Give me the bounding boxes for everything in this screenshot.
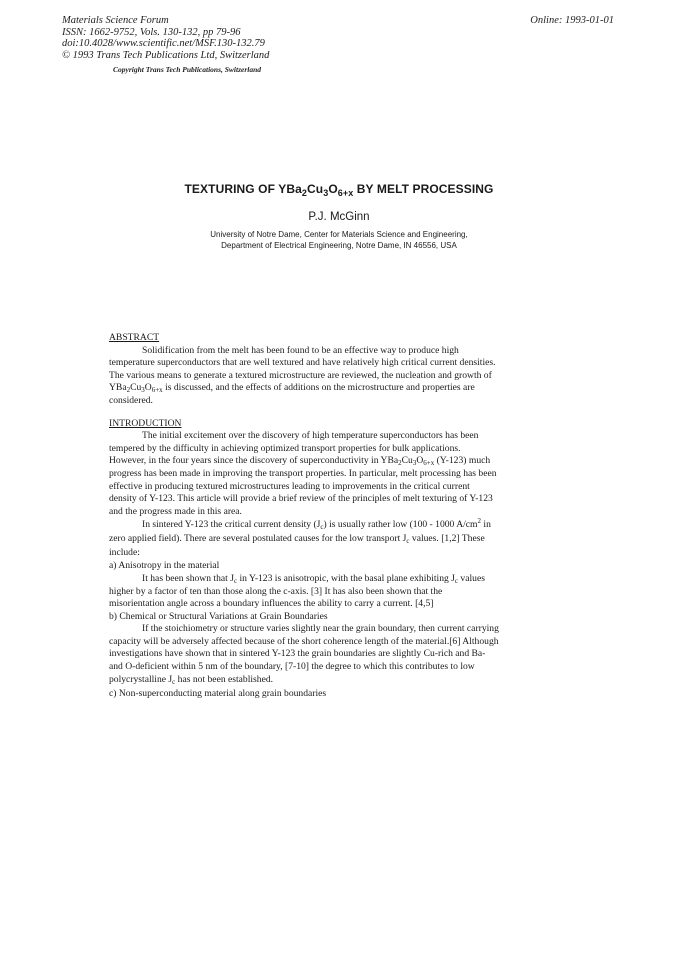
list-item-a: a) Anisotropy in the material (109, 560, 220, 572)
online-date: Online: 1993-01-01 (530, 15, 614, 26)
intro-paragraph-1: The initial excitement over the discovery of high temperature superconductors has been tempered by the difficulty in achieving optimized transport properties for bulk applications. However, in the four years since the discovery of superconductivity in $YBa_2Cu_3O_{6+x}$ (Y-123) much progress has been made in improving the transport properties. In particular, melt processing has been effective in producing textured microstructures leading to improvements in the critical current density of Y-123. This article will provide a brief review of the principles of melt texturing of Y-123 and the progress made in this area. (109, 430, 497, 517)
item-b-paragraph: If the stoichiometry or structure varies slightly near the grain boundary, then current carrying capacity will be adversely affected because of the short coherence length of the material.[6] Although investigations have shown that in sintered Y-123 the grain boundaries are slightly Cu-rich and Ba- and O-deficient within 5 nm of the boundary, [7-10] the degree to which this contributes to low polycrystalline $J_c$ has not been established. (109, 623, 499, 686)
author: P.J. McGinn (308, 211, 370, 223)
intro-paragraph-2: In sintered Y-123 the critical current density $(J_c)$ is usually rather low (100 - 1000 $A/cm^2$ in zero applied field). There are several postulated causes for the low transport $J_c$ values. [1,2] These include: (109, 517, 491, 559)
journal-name: Materials Science Forum (62, 15, 169, 26)
list-item-b: b) Chemical or Structural Variations at Grain Boundaries (109, 610, 328, 622)
copyright-stamp: Copyright Trans Tech Publications, Switzerland (113, 65, 262, 74)
paper-title: TEXTURING OF $YBa_2Cu_3O_{6+x}$ BY MELT PROCESSING (184, 182, 494, 198)
affiliation-line-1: University of Notre Dame, Center for Materials Science and Engineering, (210, 230, 468, 239)
affiliation (0, 230, 678, 251)
item-a-paragraph: It has been shown that $J_c$ in Y-123 is anisotropic, with the basal plane exhibiting $J_c$ values higher by a factor of ten than those along the c-axis. [3] It has also been shown that the misorientation angle across a boundary influences the ability to carry a current. [4,5] (109, 572, 485, 610)
paper-body (109, 332, 499, 701)
list-item-c: c) Non-superconducting material along grain boundaries (109, 688, 327, 700)
abstract-heading: ABSTRACT (109, 332, 160, 343)
doi-line: doi:10.4028/www.scientific.net/MSF.130-132.79 (62, 38, 265, 49)
journal-header (62, 15, 269, 61)
abstract-text: Solidification from the melt has been found to be an effective way to produce high temperature superconductors that are well textured and have relatively high critical current densities. The various means to generate a textured microstructure are reviewed, the nucleation and growth of $YBa_2Cu_3O_{6+x}$ is discussed, and the effects of additions on the microstructure and properties are considered. (109, 344, 496, 406)
copyright-line: © 1993 Trans Tech Publications Ltd, Switzerland (62, 49, 270, 61)
issn-line: ISSN: 1662-9752, Vols. 130-132, pp 79-96 (62, 26, 241, 38)
affiliation-line-2: Department of Electrical Engineering, Notre Dame, IN 46556, USA (221, 240, 457, 250)
introduction-heading: INTRODUCTION (109, 417, 182, 429)
